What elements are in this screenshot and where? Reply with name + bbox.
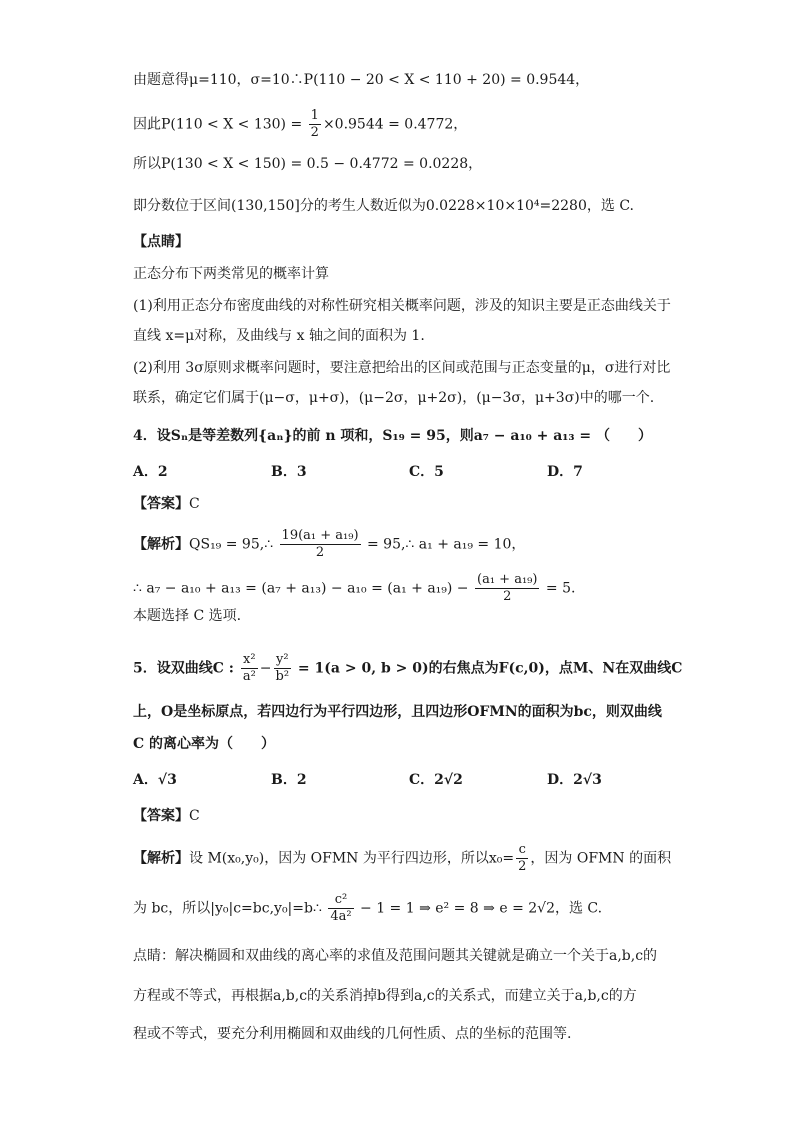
frac-numerator: x² — [241, 652, 258, 669]
fraction-x2-a2 — [241, 652, 258, 685]
line-2-text: 因此P(110 < X < 130) = — [133, 116, 307, 133]
note-line-2: (1)利用正态分布密度曲线的对称性研究相关概率问题，涉及的知识主要是正态曲线关于 — [133, 298, 671, 314]
q5-answer — [133, 806, 694, 826]
fraction-c2-4a2 — [328, 892, 353, 925]
q5-analysis-line-2 — [133, 892, 694, 925]
question-5-stem-1: 5．设双曲线C : $\frac{\text{x²}}{\text{a²}}$ − $\frac{\text{y²}}{\text{b²}}$ = 1(a > 0, b > 0)的右焦点为F(c,0)，点M、N在双曲线C — [133, 652, 683, 684]
solution-line-1: 由题意得μ=110，σ=10∴P(110 − 20 < X < 110 + 20) = 0.9544， — [133, 72, 590, 88]
q4-a1-text: QS₁₉ = 95,∴ — [189, 536, 278, 553]
tip-line-2: 方程或不等式，再根据a,b,c的关系消掉b得到a,c的关系式，而建立关于a,b,c的方 — [133, 988, 637, 1004]
frac-denominator: a² — [242, 669, 256, 684]
q4-a2-text: ∴ a₇ − a₁₀ + a₁₃ = (a₇ + a₁₃) − a₁₀ = (a₁ + a₁₉) − — [133, 580, 473, 597]
q5-text-a: 5．设双曲线C : — [133, 660, 239, 677]
q4-option-a: A．2 — [133, 464, 168, 480]
q5-option-b: B．2 — [271, 772, 307, 788]
q4-analysis-line-1 — [133, 528, 694, 561]
frac-denominator: 2 — [315, 545, 325, 560]
fraction-sum — [280, 528, 361, 561]
frac-numerator: c² — [328, 892, 353, 909]
frac-numerator: (a₁ + a₁₉) — [477, 572, 538, 587]
q5-option-c: C．2√2 — [409, 772, 463, 788]
frac-denominator: 4a² — [330, 909, 352, 924]
note-line-1: 正态分布下两类常见的概率计算 — [133, 266, 329, 282]
note-heading: 【点睛】 — [133, 234, 189, 250]
frac-numerator: y² — [274, 652, 292, 669]
question-4-stem: 4．设Sₙ是等差数列{aₙ}的前 n 项和，S₁₉ = 95，则a₇ − a₁₀ + a₁₃ = （ ） — [133, 428, 653, 444]
q5-analysis-line-1 — [133, 842, 694, 875]
question-5-stem-2: 上，O是坐标原点，若四边行为平行四边形，且四边形OFMN的面积为bc，则双曲线 — [133, 704, 662, 720]
tip-line-3: 程或不等式，要充分利用椭圆和双曲线的几何性质、点的坐标的范围等. — [133, 1026, 572, 1042]
question-4-options — [133, 462, 694, 482]
note-line-5: 联系，确定它们属于(μ−σ，μ+σ)，(μ−2σ，μ+2σ)，(μ−3σ，μ+3σ)中的哪一个. — [133, 390, 655, 406]
frac-denominator: 2 — [503, 589, 512, 604]
fraction-one-half — [309, 108, 321, 141]
question-5-stem-3: C 的离心率为（ ） — [133, 736, 276, 752]
tip-line-1: 点睛：解决椭圆和双曲线的离心率的求值及范围问题其关键就是确立一个关于a,b,c的 — [133, 948, 658, 964]
solution-line-2 — [133, 108, 694, 141]
solution-line-3: 所以P(130 < X < 150) = 0.5 − 0.4772 = 0.0228， — [133, 156, 483, 172]
note-line-3: 直线 x=μ对称，及曲线与 x 轴之间的面积为 1. — [133, 328, 425, 344]
answer-tag: 【答案】 — [133, 808, 189, 824]
analysis-tag: 【解析】 — [133, 850, 189, 867]
q5-option-a: A．√3 — [133, 772, 177, 788]
q4-option-b: B．3 — [271, 464, 307, 480]
q5-a1-text: 设 M(x₀,y₀)，因为 OFMN 为平行四边形，所以x₀= — [189, 850, 515, 867]
q5-text-b: = 1(a > 0, b > 0)的右焦点为F(c,0)，点M、N在双曲线C — [293, 660, 683, 677]
question-5-options — [133, 770, 694, 790]
answer-value: C — [189, 496, 200, 512]
note-line-4: (2)利用 3σ原则求概率问题时，要注意把给出的区间或范围与正态变量的μ，σ进行对比 — [133, 360, 671, 376]
q5-option-d: D．2√3 — [547, 772, 602, 788]
q4-option-d: D．7 — [547, 464, 583, 480]
fraction-half-sum — [475, 572, 539, 605]
frac-denominator: b² — [275, 669, 290, 684]
q4-analysis-line-2 — [133, 572, 694, 605]
frac-numerator: 19(a₁ + a₁₉) — [281, 528, 359, 543]
q4-a1-text-b: = 95,∴ a₁ + a₁₉ = 10， — [362, 536, 526, 553]
fraction-c-2 — [516, 842, 528, 875]
analysis-tag: 【解析】 — [133, 536, 189, 553]
q5-a1-text-b: ，因为 OFMN 的面积 — [530, 850, 672, 867]
q5-a2-text: 为 bc，所以|y₀|c=bc,y₀|=b∴ — [133, 900, 327, 917]
frac-numerator: 1 — [310, 108, 319, 123]
q4-option-c: C．5 — [409, 464, 444, 480]
frac-denominator: 2 — [310, 125, 319, 140]
frac-denominator: 2 — [518, 859, 527, 874]
answer-tag: 【答案】 — [133, 496, 189, 512]
answer-value: C — [189, 808, 200, 824]
q5-a2-text-b: − 1 = 1 ⇒ e² = 8 ⇒ e = 2√2，选 C. — [355, 900, 603, 917]
frac-numerator: c — [516, 842, 528, 859]
q4-answer — [133, 494, 694, 514]
q4-a2-text-b: = 5. — [541, 580, 576, 597]
fraction-y2-b2 — [274, 652, 292, 685]
q4-analysis-line-3: 本题选择 C 选项. — [133, 608, 242, 624]
line-2-text-b: ×0.9544 = 0.4772， — [322, 116, 468, 133]
solution-line-4: 即分数位于区间(130,150]分的考生人数近似为0.0228×10×10⁴=2280，选 C. — [133, 198, 634, 214]
